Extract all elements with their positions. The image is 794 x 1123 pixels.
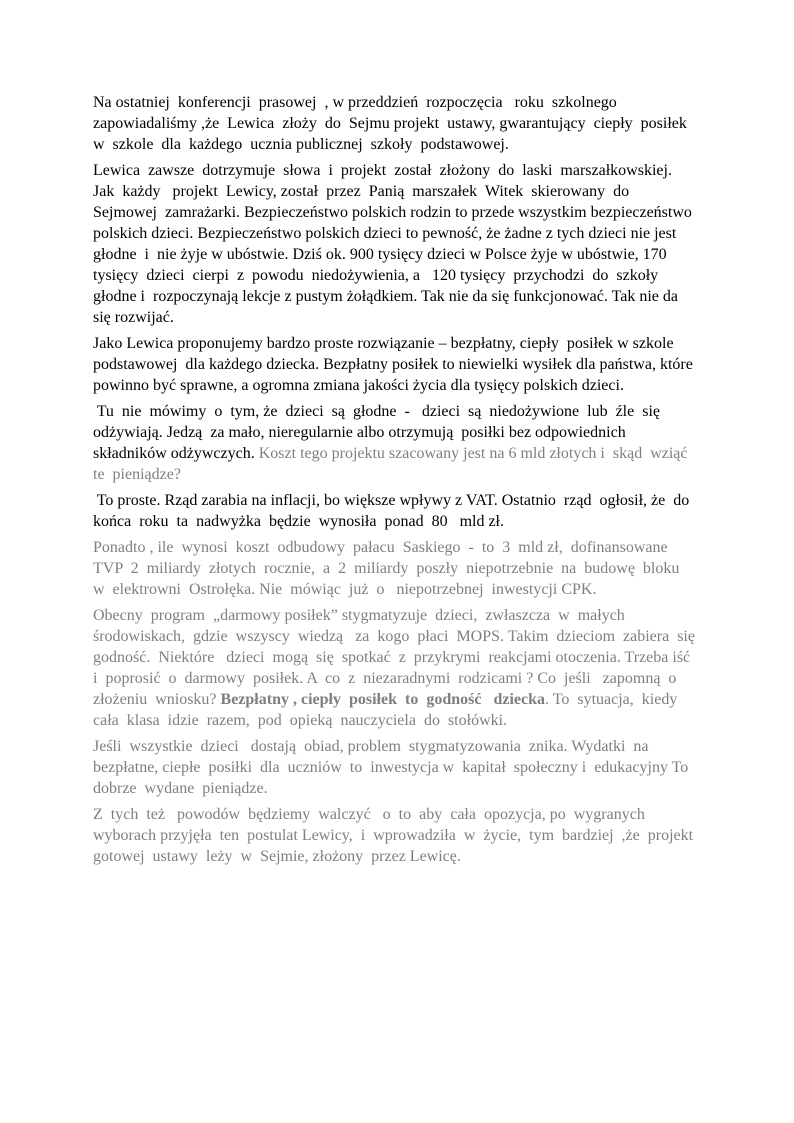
text-line: gotowej ustawy leży w Sejmie, złożony przez Lewicę.: [93, 848, 461, 865]
text-segment-bold: Bezpłatny , ciepły posiłek to godność dziecka: [220, 691, 545, 708]
text-line: bezpłatne, ciepłe posiłki dla uczniów to inwestycja w kapitał społeczny i edukacyjny To: [93, 759, 689, 776]
paragraph-7: [93, 605, 705, 731]
paragraph-5: [93, 490, 705, 532]
document-body: [93, 92, 705, 872]
text-line: w elektrowni Ostrołęka. Nie mówiąc już o niepotrzebnej inwestycji CPK.: [93, 581, 597, 598]
text-line: polskich dzieci. Bezpieczeństwo polskich dzieci to pewność, że żadne z tych dzieci nie jest: [93, 225, 677, 242]
text-line: te pieniądze?: [93, 466, 181, 483]
text-line-mixed: [93, 443, 705, 464]
text-segment: złożeniu wniosku?: [93, 691, 221, 708]
paragraph-1: [93, 92, 705, 155]
text-line: powinno być sprawne, a ogromna zmiana jakości życia dla tysięcy polskich dzieci.: [93, 377, 624, 394]
text-line: Sejmowej zamrażarki. Bezpieczeństwo polskich rodzin to przede wszystkim bezpieczeństwo: [93, 204, 692, 221]
text-line: Jak każdy projekt Lewicy, został przez Panią marszałek Witek skierowany do: [93, 183, 630, 200]
text-line: głodne i rozpoczynają lekcje z pustym żołądkiem. Tak nie da się funkcjonować. Tak nie da: [93, 288, 678, 305]
text-line: Tu nie mówimy o tym, że dzieci są głodne - dzieci są niedożywione lub źle się: [93, 403, 660, 420]
text-line: odżywiają. Jedzą za mało, nieregularnie albo otrzymują posiłki bez odpowiednich: [93, 424, 626, 441]
text-line: dobrze wydane pieniądze.: [93, 780, 268, 797]
paragraph-3: [93, 333, 705, 396]
text-line: w szkole dla każdego ucznia publicznej szkoły podstawowej.: [93, 136, 509, 153]
text-segment: . To sytuacja, kiedy: [544, 691, 678, 708]
text-line: Z tych też powodów będziemy walczyć o to aby cała opozycja, po wygranych: [93, 806, 645, 823]
text-line: końca roku ta nadwyżka będzie wynosiła ponad 80 mld zł.: [93, 513, 504, 530]
text-segment-black: składników odżywczych.: [93, 445, 255, 462]
text-line: godność. Niektóre dzieci mogą się spotkać z przykrymi reakcjami otoczenia. Trzeba iść: [93, 649, 691, 666]
text-line: zapowiadaliśmy ,że Lewica złoży do Sejmu projekt ustawy, gwarantujący ciepły posiłek: [93, 115, 687, 132]
text-line: środowiskach, gdzie wszyscy wiedzą za kogo płaci MOPS. Takim dzieciom zabiera się: [93, 628, 695, 645]
text-line: Obecny program „darmowy posiłek” stygmatyzuje dzieci, zwłaszcza w małych: [93, 607, 625, 624]
text-line: tysięcy dzieci cierpi z powodu niedożywienia, a 120 tysięcy przychodzi do szkoły: [93, 267, 659, 284]
text-line: Jako Lewica proponujemy bardzo proste rozwiązanie – bezpłatny, ciepły posiłek w szkole: [93, 335, 674, 352]
paragraph-6: [93, 537, 705, 600]
text-segment-gray: Koszt tego projektu szacowany jest na 6 mld złotych i skąd wziąć: [254, 445, 688, 462]
text-line: TVP 2 miliardy złotych rocznie, a 2 miliardy poszły niepotrzebnie na budowę bloku: [93, 560, 680, 577]
paragraph-9: [93, 804, 705, 867]
text-line-mixed: [93, 689, 705, 710]
text-line: To proste. Rząd zarabia na inflacji, bo większe wpływy z VAT. Ostatnio rząd ogłosił, że do: [93, 492, 690, 509]
paragraph-4: [93, 401, 705, 485]
text-line: wyborach przyjęła ten postulat Lewicy, i wprowadziła w życie, tym bardziej ,że projekt: [93, 827, 694, 844]
text-line: cała klasa idzie razem, pod opieką nauczyciela do stołówki.: [93, 712, 508, 729]
text-line: głodne i nie żyje w ubóstwie. Dziś ok. 900 tysięcy dzieci w Polsce żyje w ubóstwie, 170: [93, 246, 667, 263]
paragraph-8: [93, 736, 705, 799]
text-line: się rozwijać.: [93, 309, 174, 326]
text-line: Lewica zawsze dotrzymuje słowa i projekt został złożony do laski marszałkowskiej.: [93, 162, 672, 179]
text-line: Na ostatniej konferencji prasowej , w przeddzień rozpoczęcia roku szkolnego: [93, 94, 617, 111]
text-line: Ponadto , ile wynosi koszt odbudowy pałacu Saskiego - to 3 mld zł, dofinansowane: [93, 539, 668, 556]
text-line: Jeśli wszystkie dzieci dostają obiad, problem stygmatyzowania znika. Wydatki na: [93, 738, 649, 755]
text-line: i poprosić o darmowy posiłek. A co z niezaradnymi rodzicami ? Co jeśli zapomną o: [93, 670, 677, 687]
paragraph-2: [93, 160, 705, 328]
text-line: podstawowej dla każdego dziecka. Bezpłatny posiłek to niewielki wysiłek dla państwa, które: [93, 356, 693, 373]
